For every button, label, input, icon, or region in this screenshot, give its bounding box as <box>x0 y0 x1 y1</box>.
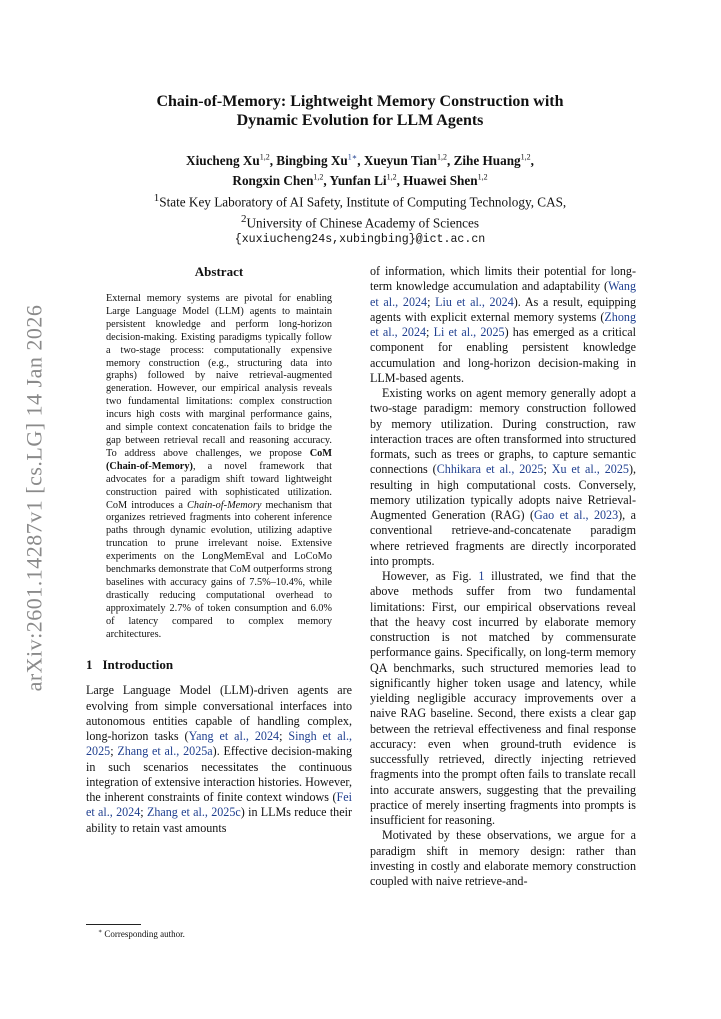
author: Yunfan Li$^{1,2}$, <box>329 172 404 189</box>
citation-link[interactable]: Zhang et al., 2025c <box>146 805 241 820</box>
citation-link[interactable]: Fei et al., 2024 <box>86 790 352 820</box>
author: Bingbing Xu$^{1∗}$, <box>276 153 364 169</box>
intro-paragraph-3: However, as Fig. 1 illustrated, we find that the above methods suffer from two fundamental limitations: First, our empirical observations reveal that the heavy cost incurred by elaborate memory construction is not matched by commensurate performance gains. Specifically, on long-term memory QA benchmarks, such structured memories lead to significantly higher token usage and latency, while yielding negligible accuracy improvements over a naive RAG baseline. Second, there exists a clear gap between the retrieval effectiveness and final response accuracy: even when ground-truth evidence is successfully retrieved, directly injecting retrieved fragments into the prompt often fails to translate recall into accurate answers, suggesting that the prevailing practice of merely inserting fragments into prompts is insufficient for reasoning. <box>370 569 636 827</box>
citation-link[interactable]: Liu et al., 2024 <box>435 294 514 309</box>
author: Rongxin Chen$^{1,2}$, <box>232 172 330 189</box>
intro-paragraph-4: Motivated by these observations, we argue for a paradigm shift in memory design: rather than investing in costly and elaborate memory construction coupled with naive retrieve-and- <box>370 828 636 888</box>
author: Huawei Shen$^{1,2}$ <box>403 172 488 189</box>
section-heading-introduction: 1 Introduction <box>86 657 174 673</box>
citation-link[interactable]: Zhang et al., 2025a <box>117 744 213 759</box>
author: Xiucheng Xu$^{1,2}$, <box>186 153 277 169</box>
intro-paragraph-1: Large Language Model (LLM)-driven agents are evolving from simple conversational interfaces into autonomous entities capable of handling complex, long-horizon tasks (Yang et al., 2024; Singh et al., 2025; Zhang et al., 2025a). Effective decision-making in such scenarios necessitates the continuous integration of extensive interaction histories. However, the inherent constraints of finite context windows (Fei et al., 2024; Zhang et al., 2025c) in LLMs reduce their ability to retain vast amounts <box>86 683 353 835</box>
intro-paragraph-1-continued: of information, which limits their potential for long-term knowledge accumulation and adaptability (Wang et al., 2024; Liu et al., 2024). As a result, equipping agents with explicit external memory systems (Zhong et al., 2024; Li et al., 2025) has emerged as a critical component for enabling persistent knowledge accumulation and long-horizon decision-making in LLM-based agents. <box>370 264 636 385</box>
intro-paragraph-2: Existing works on agent memory generally adopt a two-stage paradigm: memory construction followed by memory utilization. During construction, raw interaction traces are often transformed into structured formats, such as trees or graphs, to capture semantic connections (Chhikara et al., 2025; Xu et al., 2025), resulting in high computational costs. Conversely, memory utilization typically adopts naive Retrieval-Augmented Generation (RAG) (Gao et al., 2023), a conventional retrieve-and-concatenate paradigm where retrieved fragments are directly incorporated into prompts. <box>370 386 636 568</box>
footnote-divider <box>86 924 141 925</box>
title-block <box>90 92 630 248</box>
footnote: ∗ Corresponding author. <box>98 929 185 939</box>
abstract-text: External memory systems are pivotal for enabling Large Language Model (LLM) agents to maintain persistent knowledge and perform long-horizon decision-making. Existing paradigms typically follow a two-stage process: computationally expensive memory construction (e.g., structuring data into graphs) followed by naive retrieval-augmented generation. However, our empirical analysis reveals two fundamental limitations: complex construction incurs high costs with marginal performance gains, and simple context concatenation fails to bridge the gap between retrieval recall and reasoning accuracy. To address above challenges, we propose CoM (Chain-of-Memory), a novel framework that advocates for a paradigm shift toward lightweight construction paired with sophisticated utilization. CoM introduces a Chain-of-Memory mechanism that organizes retrieved fragments into coherent inference paths through dynamic evolution, utilizing adaptive truncation to prune irrelevant noise. Extensive experiments on the LongMemEval and LoCoMo benchmarks demonstrate that CoM outperforms strong baselines with accuracy gains of 7.5%–10.4%, while drastically reducing computational overhead to approximately 2.7% of token consumption and 6.0% of latency compared to complex memory architectures. <box>106 293 333 640</box>
figure-reference-link[interactable]: 1 <box>478 569 485 583</box>
paper-title <box>90 92 630 130</box>
arxiv-identifier-text: arXiv:2601.14287v1 [cs.LG] 14 Jan 2026 <box>21 304 46 691</box>
title-line-2: Dynamic Evolution for LLM Agents <box>236 112 484 129</box>
citation-link[interactable]: Gao et al., 2023 <box>534 508 619 522</box>
citation-link[interactable]: Xu et al., 2025 <box>551 462 629 477</box>
author-email: {xuxiucheng24s,xubingbing}@ict.ac.cn <box>234 232 486 246</box>
author: Zihe Huang$^{1,2}$, <box>453 153 534 169</box>
left-column <box>86 264 352 836</box>
affiliation-2: $^2$University of Chinese Academy of Sciences <box>240 212 480 231</box>
citation-link[interactable]: Chhikara et al., 2025 <box>436 462 544 477</box>
citation-link[interactable]: Wang et al., 2024 <box>370 279 636 309</box>
citation-link[interactable]: Singh et al., 2025 <box>86 729 353 759</box>
citation-link[interactable]: Yang et al., 2024 <box>188 729 280 744</box>
citation-link[interactable]: Zhong et al., 2024 <box>370 309 636 339</box>
title-line-1: Chain-of-Memory: Lightweight Memory Construction with <box>156 93 564 110</box>
affiliation-1: $^1$State Key Laboratory of AI Safety, Institute of Computing Technology, CAS, <box>153 191 567 210</box>
citation-link[interactable]: Li et al., 2025 <box>433 325 505 339</box>
author: Xueyun Tian$^{1,2}$, <box>363 153 454 169</box>
abstract-heading: Abstract <box>194 264 244 279</box>
right-column <box>370 264 636 889</box>
arxiv-identifier-stamp <box>22 300 46 695</box>
author-list <box>90 150 630 190</box>
